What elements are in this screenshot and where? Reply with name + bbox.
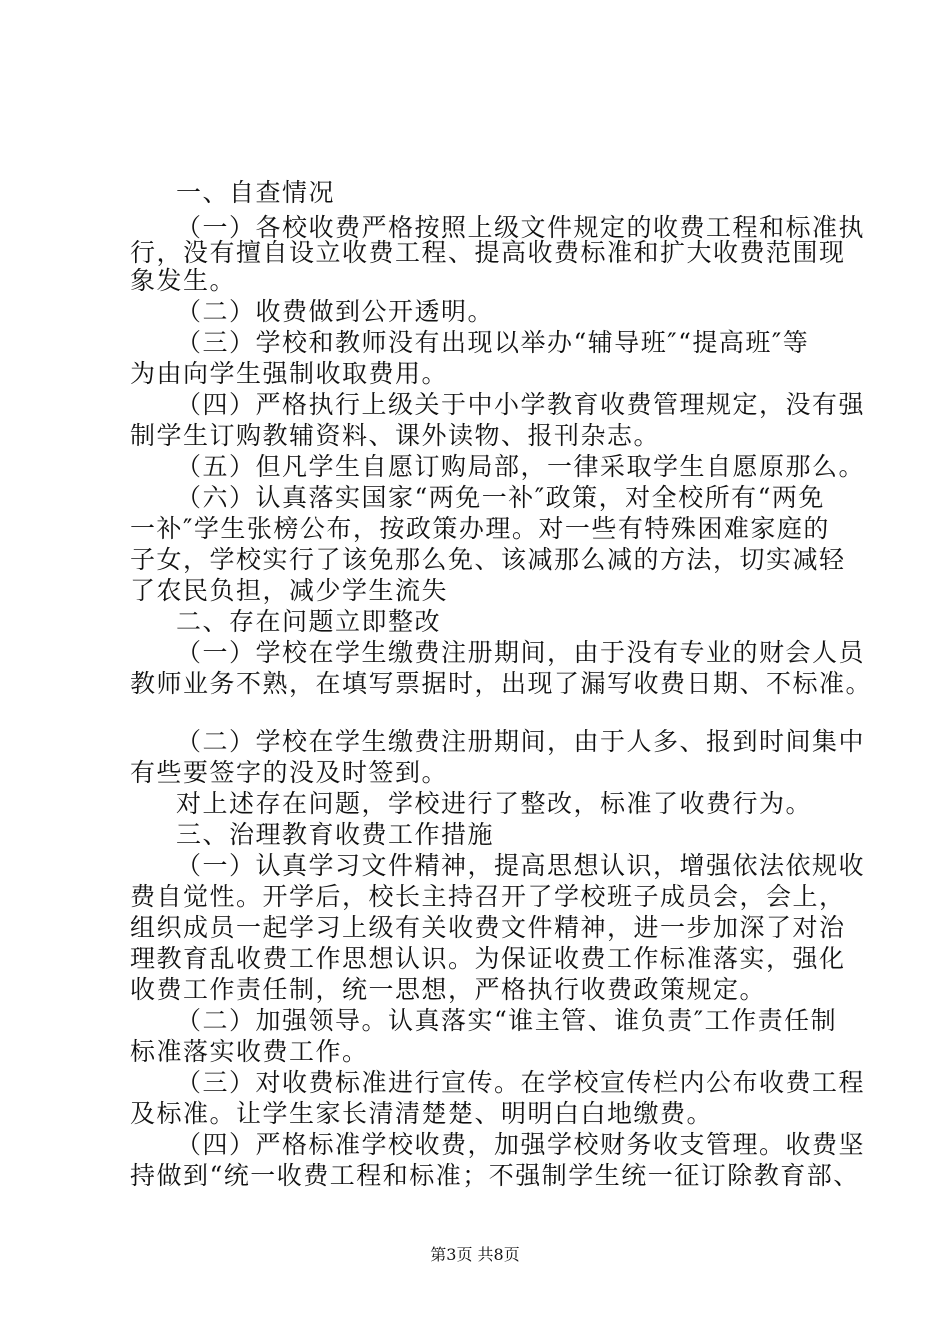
- text-line: 子女，学校实行了该免那么免、该减那么减的方法，切实减轻: [130, 545, 846, 574]
- text-line: （四）严格执行上级关于中小学教育收费管理规定，没有强: [176, 390, 866, 419]
- text-line: 制学生订购教辅资料、课外读物、报刊杂志。: [130, 421, 661, 450]
- text-line: 及标准。让学生家长清清楚楚、明明白白地缴费。: [130, 1099, 714, 1128]
- text-line: （一）学校在学生缴费注册期间，由于没有专业的财会人员: [176, 638, 866, 667]
- text-line: （一）各校收费严格按照上级文件规定的收费工程和标准执: [176, 213, 866, 242]
- text-line: 组织成员一起学习上级有关收费文件精神，进一步加深了对治: [130, 913, 846, 942]
- text-line: 二、存在问题立即整改: [176, 607, 442, 636]
- text-line: 对上述存在问题，学校进行了整改，标准了收费行为。: [176, 789, 813, 818]
- text-line: （六）认真落实国家“两免一补″政策，对全校所有“两免: [176, 483, 825, 512]
- text-line: （二）收费做到公开透明。: [176, 297, 495, 326]
- text-line: 收费工作责任制，统一思想，严格执行收费政策规定。: [130, 975, 767, 1004]
- text-line: 为由向学生强制收取费用。: [130, 359, 449, 388]
- text-line: 了农民负担，减少学生流失: [130, 576, 449, 605]
- text-line: （三）对收费标准进行宣传。在学校宣传栏内公布收费工程: [176, 1068, 866, 1097]
- text-line: 标准落实收费工作。: [130, 1037, 369, 1066]
- text-line: 一、自查情况: [176, 178, 336, 207]
- text-line: （四）严格标准学校收费，加强学校财务收支管理。收费坚: [176, 1130, 866, 1159]
- text-line: 三、治理教育收费工作措施: [176, 820, 495, 849]
- text-line: 教师业务不熟，在填写票据时，出现了漏写收费日期、不标准。: [130, 669, 873, 698]
- text-line: （五）但凡学生自愿订购局部，一律采取学生自愿原那么。: [176, 452, 866, 481]
- text-line: 持做到“统一收费工程和标准；不强制学生统一征订除教育部、: [130, 1161, 860, 1190]
- text-line: 行，没有擅自设立收费工程、提高收费标准和扩大收费范围现: [130, 238, 846, 267]
- text-line: （二）学校在学生缴费注册期间，由于人多、报到时间集中: [176, 727, 866, 756]
- text-line: 象发生。: [130, 266, 237, 295]
- text-line: 一补″学生张榜公布，按政策办理。对一些有特殊困难家庭的: [130, 514, 830, 543]
- text-line: 理教育乱收费工作思想认识。为保证收费工作标准落实，强化: [130, 944, 846, 973]
- text-line: 费自觉性。开学后，校长主持召开了学校班子成员会，会上，: [130, 882, 846, 911]
- text-line: 有些要签字的没及时签到。: [130, 758, 449, 787]
- text-line: （一）认真学习文件精神，提高思想认识，增强依法依规收: [176, 851, 866, 880]
- page-number-footer: 第3页 共8页: [430, 1245, 520, 1264]
- text-line: （三）学校和教师没有出现以举办“辅导班″“提高班″等: [176, 328, 810, 357]
- text-line: （二）加强领导。认真落实“谁主管、谁负责″工作责任制: [176, 1006, 838, 1035]
